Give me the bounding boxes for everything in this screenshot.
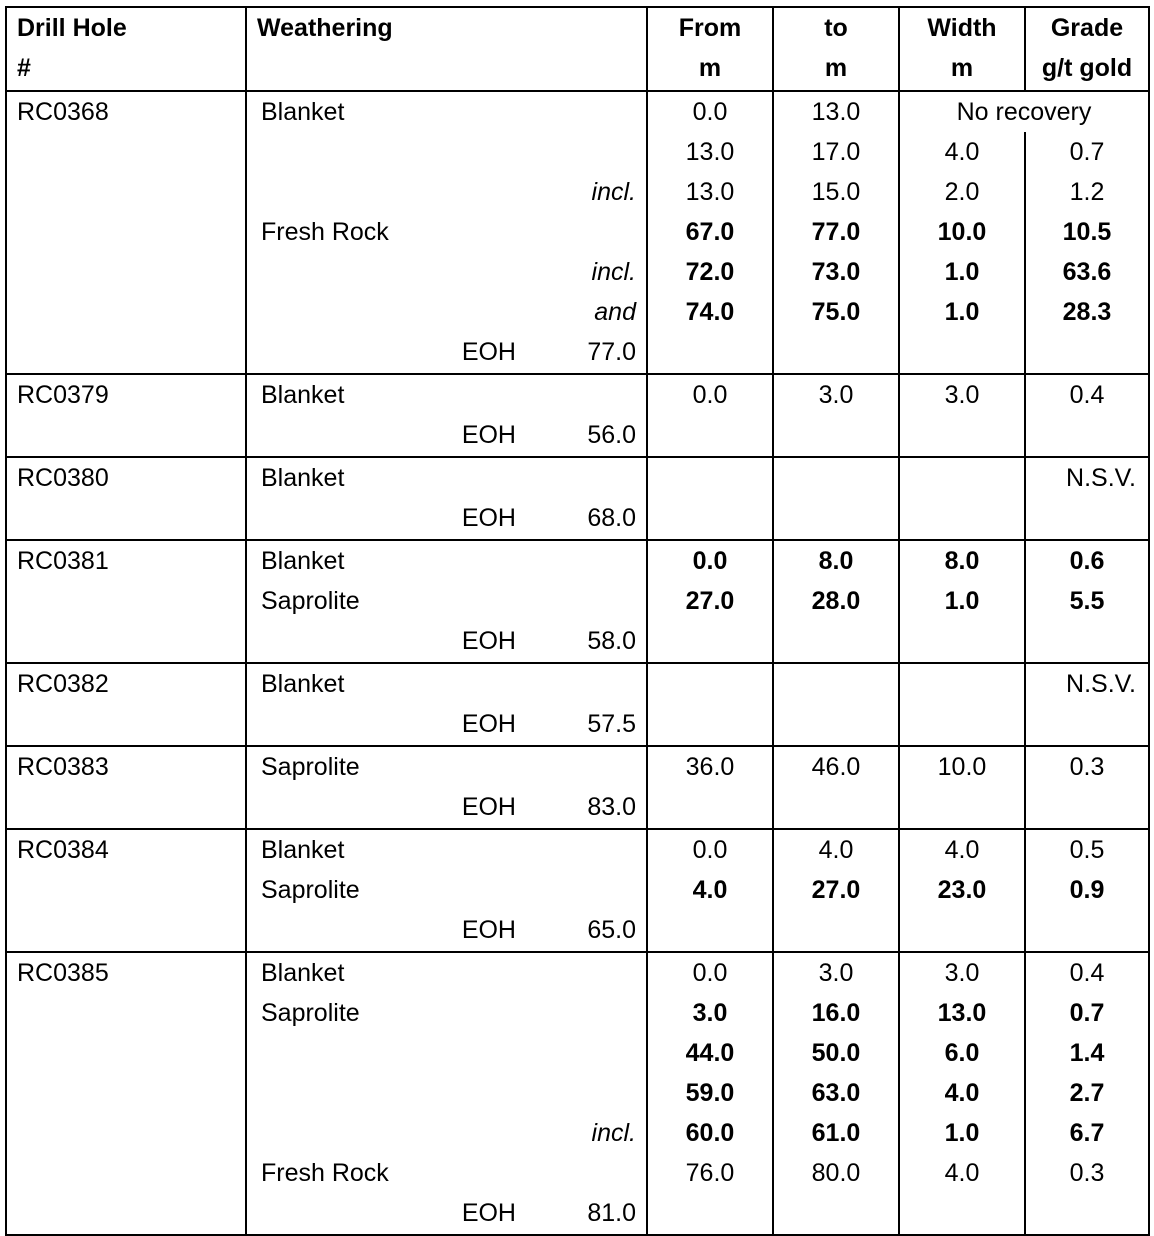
drill-hole-cell: RC0380 bbox=[6, 457, 246, 498]
table-row bbox=[6, 581, 1149, 621]
table-row bbox=[6, 704, 1149, 746]
grade-cell: 0.7 bbox=[1025, 993, 1149, 1033]
grade-cell: 63.6 bbox=[1025, 252, 1149, 292]
eoh-label: EOH bbox=[461, 627, 516, 655]
width-cell bbox=[899, 621, 1025, 663]
grade-cell: 0.3 bbox=[1025, 746, 1149, 787]
width-cell: 8.0 bbox=[899, 540, 1025, 581]
weathering-cell bbox=[246, 132, 647, 172]
width-cell bbox=[899, 457, 1025, 498]
drill-hole-cell bbox=[6, 870, 246, 910]
to-cell bbox=[773, 457, 899, 498]
width-cell: 1.0 bbox=[899, 292, 1025, 332]
drill-hole-cell bbox=[6, 1113, 246, 1153]
from-cell: 36.0 bbox=[647, 746, 773, 787]
weathering-cell bbox=[246, 415, 647, 457]
width-cell: 4.0 bbox=[899, 829, 1025, 870]
eoh-label: EOH bbox=[461, 710, 516, 738]
grade-cell: 6.7 bbox=[1025, 1113, 1149, 1153]
to-cell bbox=[773, 787, 899, 829]
from-cell: 60.0 bbox=[647, 1113, 773, 1153]
table-row bbox=[6, 172, 1149, 212]
drill-hole-cell: RC0384 bbox=[6, 829, 246, 870]
to-cell: 63.0 bbox=[773, 1073, 899, 1113]
drill-hole-cell: RC0379 bbox=[6, 374, 246, 415]
weathering-type: Fresh Rock bbox=[261, 1159, 389, 1187]
width-cell: 10.0 bbox=[899, 746, 1025, 787]
to-cell: 50.0 bbox=[773, 1033, 899, 1073]
table-row bbox=[6, 1153, 1149, 1193]
to-cell bbox=[773, 498, 899, 540]
grade-cell: 0.7 bbox=[1025, 132, 1149, 172]
drill-hole-cell bbox=[6, 1153, 246, 1193]
header-weathering: Weathering bbox=[246, 7, 647, 91]
from-cell bbox=[647, 498, 773, 540]
grade-cell bbox=[1025, 415, 1149, 457]
from-cell: 74.0 bbox=[647, 292, 773, 332]
drill-hole-cell: RC0368 bbox=[6, 91, 246, 132]
weathering-cell bbox=[246, 870, 647, 910]
weathering-cell bbox=[246, 374, 647, 415]
weathering-cell bbox=[246, 540, 647, 581]
table-row bbox=[6, 1193, 1149, 1235]
from-cell: 44.0 bbox=[647, 1033, 773, 1073]
weathering-type: Blanket bbox=[261, 98, 345, 126]
to-cell bbox=[773, 415, 899, 457]
from-cell: 0.0 bbox=[647, 540, 773, 581]
weathering-cell bbox=[246, 292, 647, 332]
weathering-cell bbox=[246, 1033, 647, 1073]
weathering-cell bbox=[246, 91, 647, 132]
drill-hole-cell bbox=[6, 704, 246, 746]
weathering-type: Fresh Rock bbox=[261, 218, 389, 246]
from-cell bbox=[647, 332, 773, 374]
weathering-type: Saprolite bbox=[261, 753, 360, 781]
to-cell: 77.0 bbox=[773, 212, 899, 252]
drill-hole-cell: RC0382 bbox=[6, 663, 246, 704]
table-row bbox=[6, 374, 1149, 415]
to-cell: 4.0 bbox=[773, 829, 899, 870]
grade-cell bbox=[1025, 1193, 1149, 1235]
grade-cell: 0.3 bbox=[1025, 1153, 1149, 1193]
to-cell: 28.0 bbox=[773, 581, 899, 621]
to-cell: 61.0 bbox=[773, 1113, 899, 1153]
grade-cell: 1.2 bbox=[1025, 172, 1149, 212]
from-cell bbox=[647, 787, 773, 829]
width-cell bbox=[899, 663, 1025, 704]
drill-hole-cell: RC0385 bbox=[6, 952, 246, 993]
from-cell: 27.0 bbox=[647, 581, 773, 621]
to-cell: 46.0 bbox=[773, 746, 899, 787]
to-cell bbox=[773, 704, 899, 746]
interval-qualifier: incl. bbox=[591, 1119, 636, 1147]
drill-hole-cell bbox=[6, 172, 246, 212]
header-grade: Grade g/t gold bbox=[1025, 7, 1149, 91]
table-row bbox=[6, 663, 1149, 704]
drill-hole-cell bbox=[6, 292, 246, 332]
table-row bbox=[6, 1113, 1149, 1153]
weathering-type: Blanket bbox=[261, 836, 345, 864]
width-cell: 4.0 bbox=[899, 1153, 1025, 1193]
table-row bbox=[6, 212, 1149, 252]
grade-cell bbox=[1025, 910, 1149, 952]
grade-cell bbox=[1025, 332, 1149, 374]
weathering-cell bbox=[246, 993, 647, 1033]
eoh-label: EOH bbox=[461, 504, 516, 532]
drill-hole-cell bbox=[6, 1193, 246, 1235]
weathering-cell bbox=[246, 332, 647, 374]
to-cell: 13.0 bbox=[773, 91, 899, 132]
from-cell: 67.0 bbox=[647, 212, 773, 252]
width-cell: 10.0 bbox=[899, 212, 1025, 252]
from-cell: 13.0 bbox=[647, 172, 773, 212]
weathering-cell bbox=[246, 1113, 647, 1153]
grade-cell: 5.5 bbox=[1025, 581, 1149, 621]
table-row bbox=[6, 621, 1149, 663]
weathering-cell bbox=[246, 1073, 647, 1113]
grade-cell: 0.4 bbox=[1025, 952, 1149, 993]
drill-results-table bbox=[5, 6, 1150, 1236]
width-cell: 3.0 bbox=[899, 952, 1025, 993]
to-cell bbox=[773, 1193, 899, 1235]
width-cell: 1.0 bbox=[899, 581, 1025, 621]
from-cell: 76.0 bbox=[647, 1153, 773, 1193]
table-row bbox=[6, 1073, 1149, 1113]
weathering-cell bbox=[246, 172, 647, 212]
from-cell bbox=[647, 1193, 773, 1235]
header-row bbox=[6, 7, 1149, 91]
table-row bbox=[6, 332, 1149, 374]
grade-cell: 0.4 bbox=[1025, 374, 1149, 415]
width-cell: 23.0 bbox=[899, 870, 1025, 910]
table-row bbox=[6, 415, 1149, 457]
width-cell: 3.0 bbox=[899, 374, 1025, 415]
eoh-depth: 77.0 bbox=[587, 338, 636, 366]
drill-hole-cell bbox=[6, 212, 246, 252]
drill-hole-cell bbox=[6, 787, 246, 829]
eoh-label: EOH bbox=[461, 338, 516, 366]
table-row bbox=[6, 540, 1149, 581]
to-cell: 27.0 bbox=[773, 870, 899, 910]
grade-cell: N.S.V. bbox=[1025, 457, 1149, 498]
drill-hole-cell bbox=[6, 621, 246, 663]
from-cell bbox=[647, 415, 773, 457]
drill-hole-cell bbox=[6, 1073, 246, 1113]
to-cell bbox=[773, 332, 899, 374]
from-cell bbox=[647, 704, 773, 746]
grade-cell bbox=[1025, 621, 1149, 663]
weathering-type: Saprolite bbox=[261, 999, 360, 1027]
to-cell: 80.0 bbox=[773, 1153, 899, 1193]
from-cell: 72.0 bbox=[647, 252, 773, 292]
weathering-cell bbox=[246, 910, 647, 952]
drill-hole-cell bbox=[6, 581, 246, 621]
eoh-label: EOH bbox=[461, 1199, 516, 1227]
table-row bbox=[6, 993, 1149, 1033]
width-cell: 13.0 bbox=[899, 993, 1025, 1033]
to-cell: 16.0 bbox=[773, 993, 899, 1033]
weathering-type: Blanket bbox=[261, 464, 345, 492]
eoh-depth: 68.0 bbox=[587, 504, 636, 532]
weathering-cell bbox=[246, 829, 647, 870]
weathering-type: Saprolite bbox=[261, 876, 360, 904]
width-cell bbox=[899, 910, 1025, 952]
interval-qualifier: incl. bbox=[591, 178, 636, 206]
table-body bbox=[6, 91, 1149, 1235]
table-row bbox=[6, 457, 1149, 498]
width-cell bbox=[899, 498, 1025, 540]
from-cell: 0.0 bbox=[647, 91, 773, 132]
header-drill-hole: Drill Hole # bbox=[6, 7, 246, 91]
to-cell: 3.0 bbox=[773, 374, 899, 415]
drill-hole-cell: RC0381 bbox=[6, 540, 246, 581]
weathering-cell bbox=[246, 457, 647, 498]
table-row bbox=[6, 91, 1149, 132]
grade-cell bbox=[1025, 498, 1149, 540]
grade-cell: 28.3 bbox=[1025, 292, 1149, 332]
table-row bbox=[6, 910, 1149, 952]
width-cell: 4.0 bbox=[899, 132, 1025, 172]
from-cell bbox=[647, 663, 773, 704]
eoh-depth: 57.5 bbox=[587, 710, 636, 738]
width-cell bbox=[899, 704, 1025, 746]
drill-hole-cell bbox=[6, 252, 246, 292]
to-cell bbox=[773, 910, 899, 952]
grade-cell: 0.5 bbox=[1025, 829, 1149, 870]
table-row bbox=[6, 292, 1149, 332]
width-cell bbox=[899, 787, 1025, 829]
table-row bbox=[6, 132, 1149, 172]
from-cell bbox=[647, 621, 773, 663]
from-cell: 4.0 bbox=[647, 870, 773, 910]
header-to: to m bbox=[773, 7, 899, 91]
weathering-cell bbox=[246, 252, 647, 292]
from-cell bbox=[647, 910, 773, 952]
table-row bbox=[6, 829, 1149, 870]
table-row bbox=[6, 1033, 1149, 1073]
table-row bbox=[6, 746, 1149, 787]
eoh-depth: 83.0 bbox=[587, 793, 636, 821]
table-row bbox=[6, 498, 1149, 540]
from-cell: 13.0 bbox=[647, 132, 773, 172]
to-cell bbox=[773, 621, 899, 663]
interval-qualifier: incl. bbox=[591, 258, 636, 286]
weathering-cell bbox=[246, 952, 647, 993]
weathering-cell bbox=[246, 746, 647, 787]
from-cell: 59.0 bbox=[647, 1073, 773, 1113]
table-row bbox=[6, 952, 1149, 993]
drill-hole-cell bbox=[6, 498, 246, 540]
drill-hole-cell bbox=[6, 993, 246, 1033]
width-cell: 2.0 bbox=[899, 172, 1025, 212]
drill-hole-cell bbox=[6, 132, 246, 172]
to-cell: 15.0 bbox=[773, 172, 899, 212]
width-cell: 1.0 bbox=[899, 1113, 1025, 1153]
table-row bbox=[6, 252, 1149, 292]
weathering-type: Blanket bbox=[261, 670, 345, 698]
to-cell: 17.0 bbox=[773, 132, 899, 172]
weathering-cell bbox=[246, 1193, 647, 1235]
to-cell: 3.0 bbox=[773, 952, 899, 993]
drill-hole-cell bbox=[6, 332, 246, 374]
grade-cell: 0.9 bbox=[1025, 870, 1149, 910]
table-row bbox=[6, 787, 1149, 829]
table-row bbox=[6, 870, 1149, 910]
width-cell bbox=[899, 332, 1025, 374]
weathering-cell bbox=[246, 663, 647, 704]
weathering-type: Blanket bbox=[261, 381, 345, 409]
weathering-type: Blanket bbox=[261, 959, 345, 987]
grade-cell: 1.4 bbox=[1025, 1033, 1149, 1073]
to-cell: 73.0 bbox=[773, 252, 899, 292]
weathering-type: Saprolite bbox=[261, 587, 360, 615]
grade-cell: N.S.V. bbox=[1025, 663, 1149, 704]
no-recovery-cell: No recovery bbox=[899, 91, 1149, 132]
weathering-cell bbox=[246, 212, 647, 252]
from-cell: 0.0 bbox=[647, 952, 773, 993]
from-cell: 0.0 bbox=[647, 374, 773, 415]
weathering-cell bbox=[246, 787, 647, 829]
eoh-label: EOH bbox=[461, 421, 516, 449]
header-width: Width m bbox=[899, 7, 1025, 91]
from-cell bbox=[647, 457, 773, 498]
grade-cell bbox=[1025, 787, 1149, 829]
weathering-cell bbox=[246, 621, 647, 663]
from-cell: 3.0 bbox=[647, 993, 773, 1033]
width-cell: 4.0 bbox=[899, 1073, 1025, 1113]
eoh-depth: 65.0 bbox=[587, 916, 636, 944]
weathering-cell bbox=[246, 704, 647, 746]
weathering-cell bbox=[246, 498, 647, 540]
grade-cell bbox=[1025, 704, 1149, 746]
eoh-depth: 81.0 bbox=[587, 1199, 636, 1227]
to-cell: 8.0 bbox=[773, 540, 899, 581]
to-cell bbox=[773, 663, 899, 704]
to-cell: 75.0 bbox=[773, 292, 899, 332]
weathering-cell bbox=[246, 581, 647, 621]
width-cell: 6.0 bbox=[899, 1033, 1025, 1073]
drill-hole-cell bbox=[6, 415, 246, 457]
eoh-depth: 56.0 bbox=[587, 421, 636, 449]
grade-cell: 2.7 bbox=[1025, 1073, 1149, 1113]
interval-qualifier: and bbox=[594, 298, 636, 326]
header-from: From m bbox=[647, 7, 773, 91]
drill-hole-cell bbox=[6, 910, 246, 952]
drill-hole-cell: RC0383 bbox=[6, 746, 246, 787]
drill-hole-cell bbox=[6, 1033, 246, 1073]
weathering-cell bbox=[246, 1153, 647, 1193]
width-cell bbox=[899, 1193, 1025, 1235]
width-cell: 1.0 bbox=[899, 252, 1025, 292]
width-cell bbox=[899, 415, 1025, 457]
eoh-label: EOH bbox=[461, 916, 516, 944]
eoh-depth: 58.0 bbox=[587, 627, 636, 655]
eoh-label: EOH bbox=[461, 793, 516, 821]
grade-cell: 0.6 bbox=[1025, 540, 1149, 581]
grade-cell: 10.5 bbox=[1025, 212, 1149, 252]
from-cell: 0.0 bbox=[647, 829, 773, 870]
weathering-type: Blanket bbox=[261, 547, 345, 575]
